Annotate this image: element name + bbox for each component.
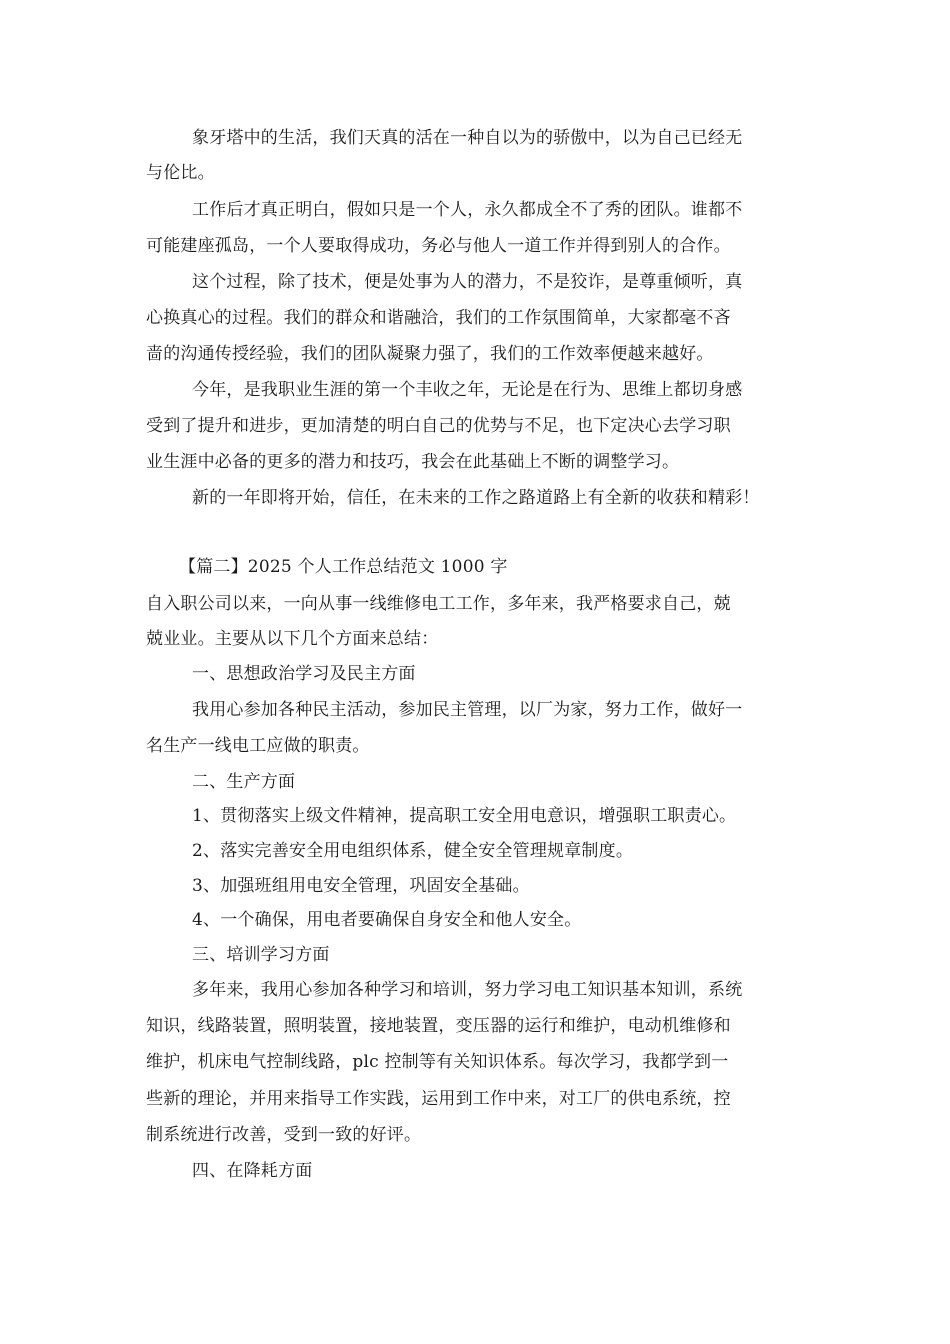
paragraph-line: 名生产一线电工应做的职责。 bbox=[146, 736, 370, 756]
paragraph-line: 受到了提升和进步，更加清楚的明白自己的优势与不足，也下定决心去学习职 bbox=[146, 416, 731, 436]
paragraph-line: 制系统进行改善，受到一致的好评。 bbox=[146, 1125, 422, 1145]
paragraph-line: 这个过程，除了技术，便是处事为人的潜力，不是狡诈，是尊重倾听，真 bbox=[192, 272, 743, 292]
subsection-heading: 二、生产方面 bbox=[192, 772, 296, 792]
paragraph-line: 多年来，我用心参加各种学习和培训，努力学习电工知识基本知训，系统 bbox=[192, 980, 743, 1000]
paragraph-line: 些新的理论，并用来指导工作实践，运用到工作中来，对工厂的供电系统，控 bbox=[146, 1089, 731, 1109]
subsection-heading: 三、培训学习方面 bbox=[192, 945, 330, 965]
paragraph-line: 维护，机床电气控制线路，plc 控制等有关知识体系。每次学习，我都学到一 bbox=[146, 1052, 729, 1072]
list-item: 2、落实完善安全用电组织体系，健全安全管理规章制度。 bbox=[192, 841, 634, 861]
paragraph-line: 业生涯中必备的更多的潜力和技巧，我会在此基础上不断的调整学习。 bbox=[146, 452, 680, 472]
subsection-heading: 四、在降耗方面 bbox=[192, 1161, 313, 1181]
paragraph-line: 我用心参加各种民主活动，参加民主管理，以厂为家，努力工作，做好一 bbox=[192, 700, 743, 720]
paragraph-line: 可能建座孤岛，一个人要取得成功，务必与他人一道工作并得到别人的合作。 bbox=[146, 236, 731, 256]
list-item: 4、一个确保，用电者要确保自身安全和他人安全。 bbox=[192, 910, 582, 930]
section-heading: 【篇二】2025 个人工作总结范文 1000 字 bbox=[179, 557, 508, 577]
paragraph-line: 啬的沟通传授经验，我们的团队凝聚力强了，我们的工作效率便越来越好。 bbox=[146, 344, 714, 364]
paragraph-line: 与伦比。 bbox=[146, 163, 215, 183]
paragraph-line: 象牙塔中的生活，我们天真的活在一种自以为的骄傲中，以为自己已经无 bbox=[192, 128, 743, 148]
paragraph-line: 今年，是我职业生涯的第一个丰收之年，无论是在行为、思维上都切身感 bbox=[192, 380, 743, 400]
subsection-heading: 一、思想政治学习及民主方面 bbox=[192, 664, 416, 684]
paragraph-line: 自入职公司以来，一向从事一线维修电工工作，多年来，我严格要求自己，兢 bbox=[146, 594, 731, 614]
paragraph-line: 新的一年即将开始，信任，在未来的工作之路道路上有全新的收获和精彩！ bbox=[192, 488, 760, 508]
paragraph-line: 心换真心的过程。我们的群众和谐融洽，我们的工作氛围简单，大家都毫不吝 bbox=[146, 308, 731, 328]
paragraph-line: 知识，线路装置，照明装置，接地装置，变压器的运行和维护，电动机维修和 bbox=[146, 1016, 731, 1036]
paragraph-line: 兢业业。主要从以下几个方面来总结： bbox=[146, 629, 439, 649]
paragraph-line: 工作后才真正明白，假如只是一个人，永久都成全不了秀的团队。谁都不 bbox=[192, 200, 743, 220]
list-item: 1、贯彻落实上级文件精神，提高职工安全用电意识，增强职工职责心。 bbox=[192, 806, 737, 826]
list-item: 3、加强班组用电安全管理，巩固安全基础。 bbox=[192, 876, 530, 896]
